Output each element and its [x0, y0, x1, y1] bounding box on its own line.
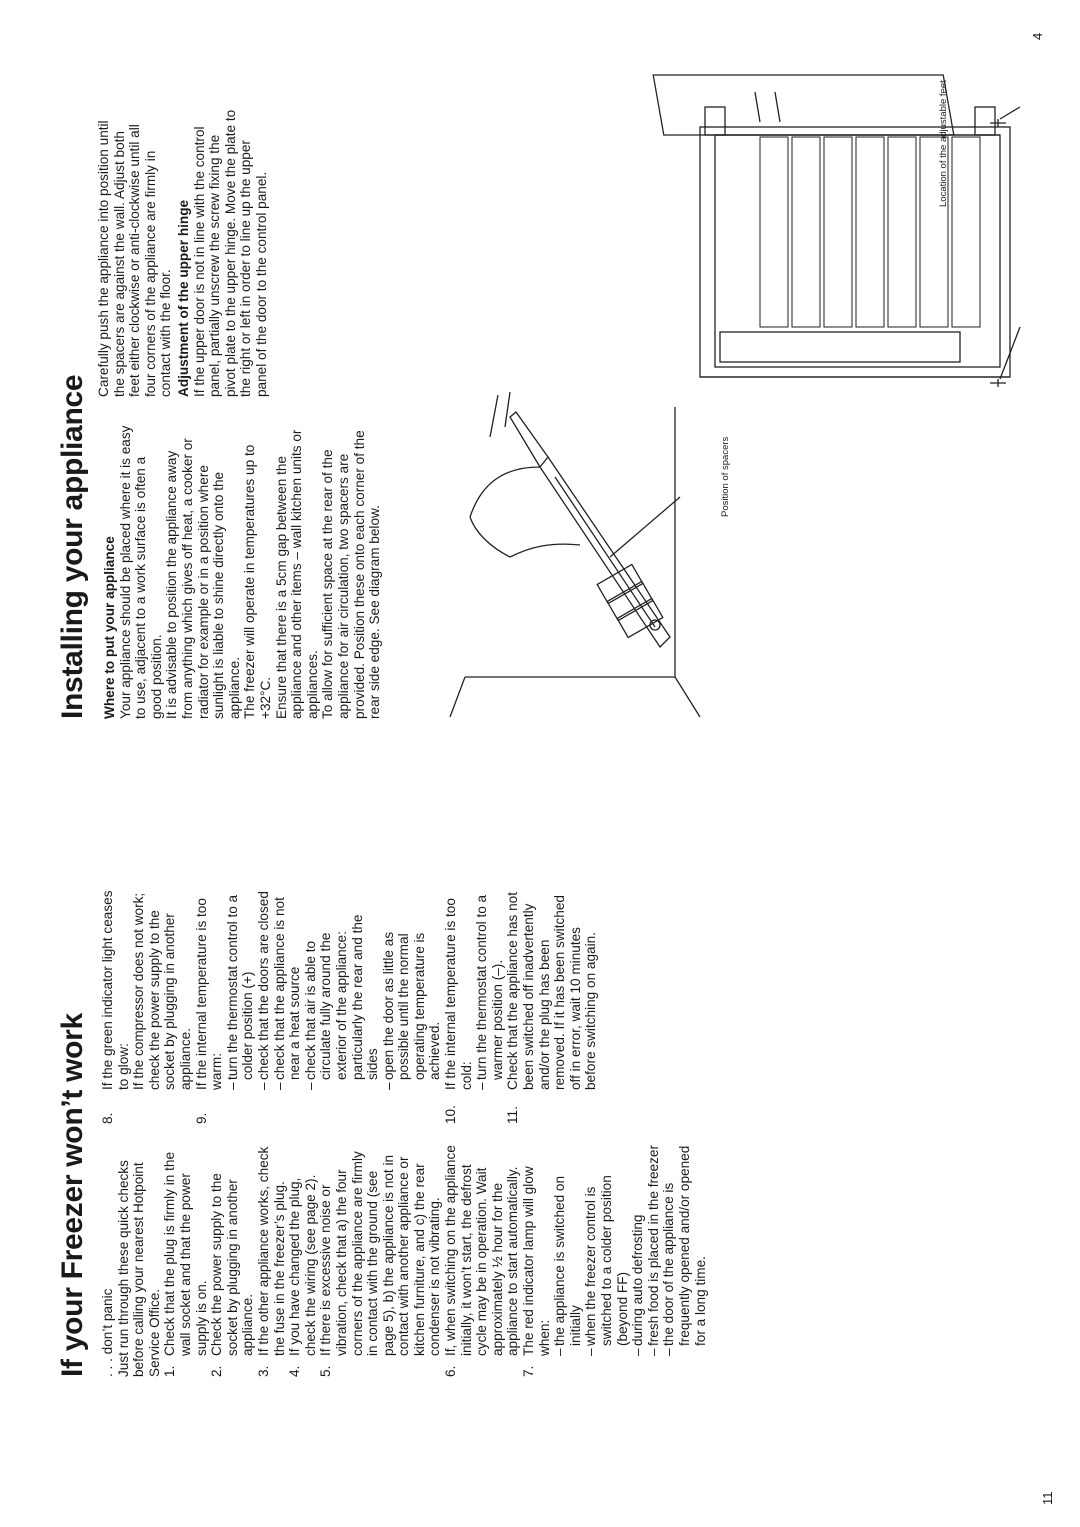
- item7-dash-list: [552, 1143, 708, 1356]
- intro-text: Just run through these quick checks before calling your nearest Hotpoint Service Office.: [115, 1160, 162, 1377]
- list-item: – open the door as little as possible until the normal operating temperature is achieved.: [381, 890, 443, 1090]
- check-item-5: 5. If there is excessive noise or vibration, check that a) the four corners of the appliance are firmly in contact with the ground (see page 5), b) the appliance is not in contact with another appliance or kitchen furniture, and c) the rear condenser is not vibrating.: [318, 1151, 443, 1377]
- list-item: – turn the thermostat control to a colder position (+): [225, 890, 256, 1090]
- list-item: – check that air is able to circulate fully around the exterior of the appliance: particularly the rear and the sides: [303, 890, 381, 1090]
- list-item: – during auto defrosting: [630, 1143, 646, 1356]
- left-page-number: 11: [1040, 1491, 1055, 1505]
- list-item: – turn the thermostat control to a warmer position (–).: [474, 890, 505, 1090]
- paragraph: Your appliance should be placed where it is easy to use, adjacent to a work surface is often a good position.: [117, 425, 164, 719]
- list-item: – fresh food is placed in the freezer: [646, 1143, 662, 1356]
- checks-list: [162, 1143, 708, 1377]
- spacer-diagram: [450, 387, 750, 717]
- check-item-6: 6. If, when switching on the appliance initially, it won’t start, the defrost cycle may be in operation. Wait approximately ½ hour for the appliance to start automatically.: [443, 1145, 521, 1377]
- check-item-9: 9. If the internal temperature is too warm: – turn the thermostat control to a colder position (+) – check that the doors are closed – check that the appliance is not near a heat source – check that air is able to circulate fully around the exterior of the appliance: particularly the rear and the sides – open the door as little as possible until the normal operating temperature is achieved.: [194, 890, 444, 1124]
- list-item: – check that the doors are closed: [256, 890, 272, 1090]
- paragraph: It is advisable to position the appliance away from anything which gives off heat, a cooker or radiator for example or in a position where sunlight is liable to shine directly onto the appliance.: [164, 438, 242, 719]
- freezer-diagram: [580, 57, 1020, 397]
- list-item: – the appliance is switched on initially: [552, 1143, 583, 1356]
- paragraph: Ensure that there is a 5cm gap between the appliance and other items – wall kitchen units or appliances.: [273, 429, 320, 719]
- right-page-number: 4: [1030, 32, 1045, 40]
- check-item-10: 10. If the internal temperature is too cold: – turn the thermostat control to a warmer position (–).: [443, 890, 505, 1124]
- paragraph: If the upper door is not in line with the control panel, partially unscrew the screw fixing the pivot plate to the upper hinge. Move the plate to the right or left in order to line up the upper panel of the door to the control panel.: [191, 109, 269, 397]
- check-item-11: 11. Check that the appliance has not been switched off inadvertently and/or the plug has been removed. If it has been switched off in error, wait 10 minutes before switching on again.: [505, 892, 599, 1124]
- spacers-caption: Position of spacers: [720, 436, 731, 517]
- check-item-4: 4. If you have changed the plug, check the wiring (see page 2).: [287, 1174, 318, 1377]
- check-item-8-sub: If the compressor does not work; check the power supply to the socket by plugging in another appliance.: [131, 892, 193, 1090]
- list-item: – the door of the appliance is frequently opened and/or opened for a long time.: [661, 1143, 708, 1356]
- paragraph: To allow for sufficient space at the rear of the appliance for air circulation, two spacers are provided. Position these onto each corner of the rear side edge. See diagram below.: [320, 430, 383, 719]
- paragraph: The freezer will operate in temperatures up to +32°C.: [242, 444, 273, 719]
- troubleshooting-column-1: [100, 1143, 708, 1377]
- feet-caption: Location of the adjustable feet: [938, 80, 949, 207]
- checks-list-continued: [100, 890, 599, 1124]
- check-item-3: 3. If the other appliance works, check the fuse in the freezer’s plug.: [255, 1146, 287, 1377]
- troubleshooting-column-2: [100, 890, 599, 1124]
- installing-column-1: [96, 424, 383, 719]
- check-item-2: 2. Check the power supply to the socket by plugging in another appliance.: [209, 1173, 256, 1377]
- installing-column-2: [96, 107, 270, 397]
- item9-dash-list: [225, 890, 443, 1090]
- check-item-8: 8. If the green indicator light ceases to glow: If the compressor does not work; check the power supply to the socket by plugging in another appliance.: [100, 890, 193, 1124]
- intro-dont-panic: . . . don’t panic: [100, 1288, 115, 1377]
- list-item: – when the freezer control is switched to a colder position (beyond FF): [583, 1143, 630, 1356]
- right-page-title: Installing your appliance: [56, 374, 89, 719]
- item10-dash-list: [474, 890, 505, 1090]
- check-item-7: 7. The red indicator lamp will glow when: – the appliance is switched on initially – when the freezer control is switched to a colder position (beyond FF) – during auto defrosting – fresh food is placed in the freezer – the door of the appliance is frequently opened and/or opened for a long time.: [521, 1143, 708, 1377]
- hinge-heading: Adjustment of the upper hinge: [175, 199, 191, 397]
- list-item: – check that the appliance is not near a heat source: [272, 890, 303, 1090]
- where-heading: Where to put your appliance: [102, 536, 117, 719]
- check-item-1: 1. Check that the plug is firmly in the wall socket and that the power supply is on.: [162, 1152, 209, 1377]
- left-page-title: If your Freezer won’t work: [56, 1013, 89, 1377]
- paragraph: Carefully push the appliance into position until the spacers are against the wall. Adjust both feet either clockwise or anti-clockwise until all four corners of the appliance are firmly in contact with the floor.: [96, 120, 174, 397]
